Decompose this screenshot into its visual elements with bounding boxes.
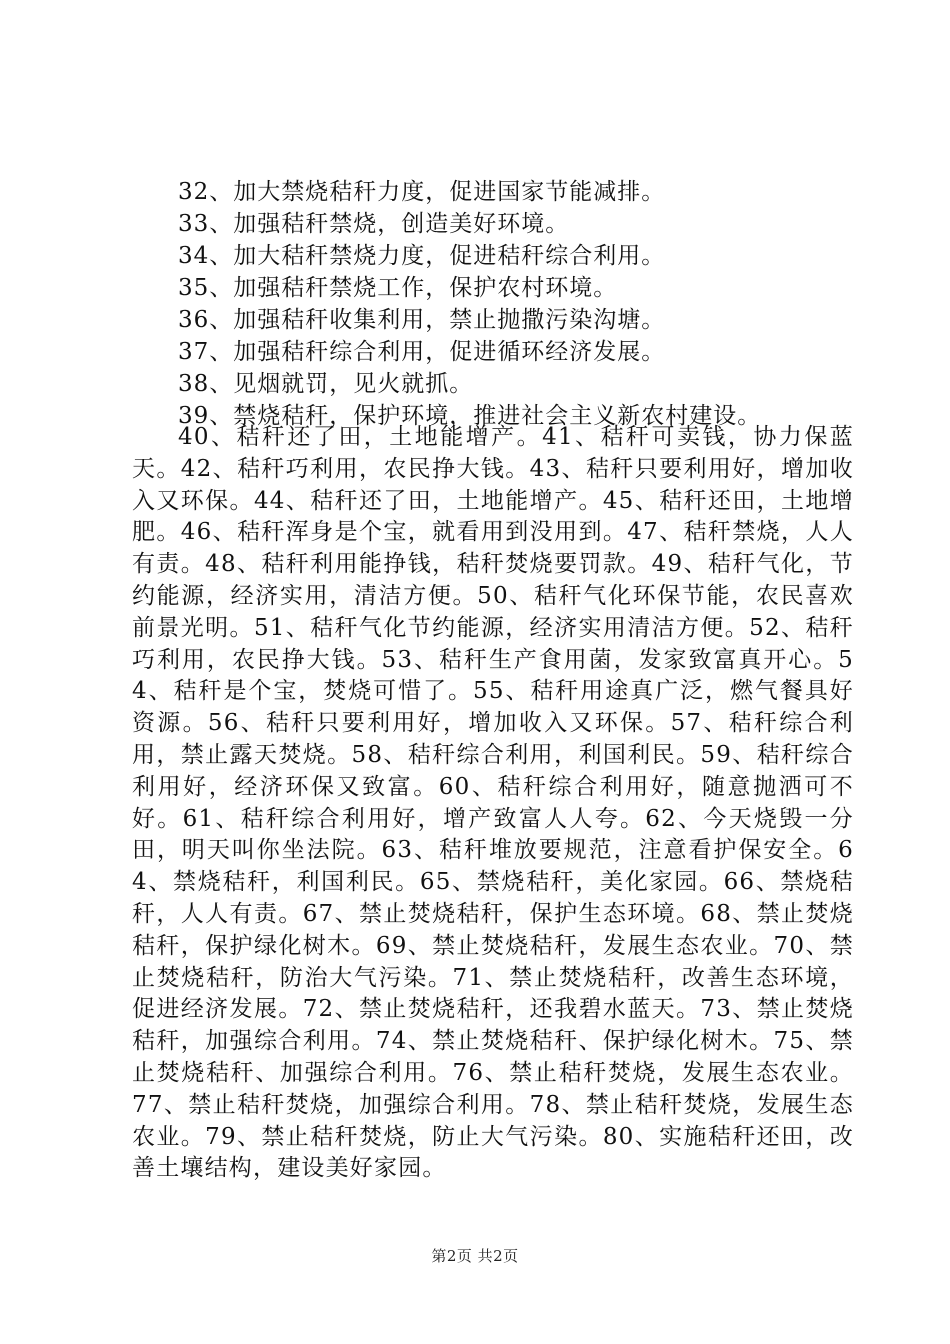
slogan-line-32: 32、加大禁烧秸秆力度，促进国家节能减排。 [178, 179, 666, 205]
slogan-line-37: 37、加强秸秆综合利用，促进循环经济发展。 [178, 339, 666, 365]
slogan-line-35: 35、加强秸秆禁烧工作，保护农村环境。 [178, 275, 618, 301]
slogan-paragraph: 40、秸秆还了田，土地能增产。41、秸秆可卖钱，协力保蓝天。42、秸秆巧利用，农民挣大钱。43、秸秆只要利用好，增加收入又环保。44、秸秆还了田，土地能增产。45、秸秆还田，土地增肥。46、秸秆浑身是个宝，就看用到没用到。47、秸秆禁烧，人人有责。48、秸秆利用能挣钱，秸秆焚烧要罚款。49、秸秆气化，节约能源，经济实用，清洁方便。50、秸秆气化环保节能，农民喜欢前景光明。51、秸秆气化节约能源，经济实用清洁方便。52、秸秆巧利用，农民挣大钱。53、秸秆生产食用菌，发家致富真开心。54、秸秆是个宝，焚烧可惜了。55、秸秆用途真广泛，燃气餐具好资源。56、秸秆只要利用好，增加收入又环保。57、秸秆综合利用，禁止露天焚烧。58、秸秆综合利用，利国利民。59、秸秆综合利用好，经济环保又致富。60、秸秆综合利用好，随意抛洒可不好。61、秸秆综合利用好，增产致富人人夸。62、今天烧毁一分田，明天叫你坐法院。63、秸秆堆放要规范，注意看护保安全。64、禁烧秸秆，利国利民。65、禁烧秸秆，美化家园。66、禁烧秸秆，人人有责。67、禁止焚烧秸秆，保护生态环境。68、禁止焚烧秸秆，保护绿化树木。69、禁止焚烧秸秆，发展生态农业。70、禁止焚烧秸秆，防治大气污染。71、禁止焚烧秸秆，改善生态环境，促进经济发展。72、禁止焚烧秸秆，还我碧水蓝天。73、禁止焚烧秸秆，加强综合利用。74、禁止焚烧秸秆、保护绿化树木。75、禁止焚烧秸秆、加强综合利用。76、禁止秸秆焚烧，发展生态农业。77、禁止秸秆焚烧，加强综合利用。78、禁止秸秆焚烧，发展生态农业。79、禁止秸秆焚烧，防止大气污染。80、实施秸秆还田，改善土壤结构，建设美好家园。 [132, 424, 854, 1182]
slogan-line-39: 39、禁烧秸秆，保护环境，推进社会主义新农村建设。 [178, 403, 762, 429]
slogan-line-34: 34、加大秸秆禁烧力度，促进秸秆综合利用。 [178, 243, 666, 269]
slogan-line-38: 38、见烟就罚，见火就抓。 [178, 371, 474, 397]
slogan-list [132, 176, 852, 432]
slogan-line-33: 33、加强秸秆禁烧，创造美好环境。 [178, 211, 570, 237]
slogan-line-36: 36、加强秸秆收集利用，禁止抛撒污染沟塘。 [178, 307, 666, 333]
page-footer: 第2页 共2页 [431, 1247, 519, 1265]
